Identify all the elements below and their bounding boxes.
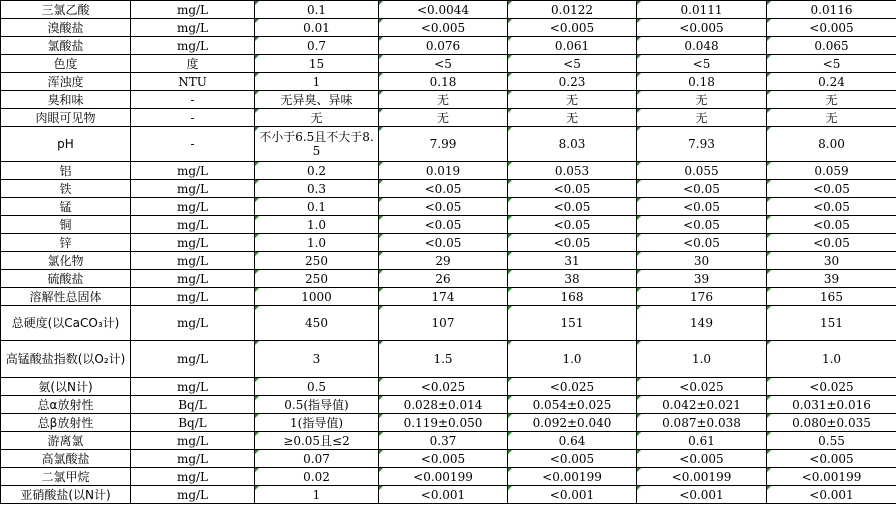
result-cell-v1[interactable]: 0.076 bbox=[379, 37, 508, 55]
result-cell-v3[interactable]: 39 bbox=[637, 270, 767, 288]
unit-cell[interactable]: mg/L bbox=[131, 341, 255, 378]
result-cell-v1[interactable]: <0.025 bbox=[379, 378, 508, 396]
parameter-name-cell[interactable]: 二氯甲烷 bbox=[1, 468, 131, 486]
table-body bbox=[1, 1, 896, 504]
result-cell-v2[interactable]: 0.092±0.040 bbox=[508, 414, 637, 432]
unit-cell[interactable]: Bq/L bbox=[131, 396, 255, 414]
parameter-name-cell[interactable]: 总β放射性 bbox=[1, 414, 131, 432]
result-cell-v2[interactable]: 0.0122 bbox=[508, 1, 637, 19]
limit-cell[interactable]: ≥0.05且≤2 bbox=[255, 432, 379, 450]
result-cell-v1[interactable]: <0.05 bbox=[379, 234, 508, 252]
table-row bbox=[1, 450, 896, 468]
result-cell-v1[interactable]: <0.005 bbox=[379, 19, 508, 37]
result-cell-v1[interactable]: 7.99 bbox=[379, 127, 508, 162]
result-cell-v2[interactable]: 0.061 bbox=[508, 37, 637, 55]
limit-cell[interactable]: 1 bbox=[255, 486, 379, 504]
unit-cell[interactable]: mg/L bbox=[131, 252, 255, 270]
table-row bbox=[1, 396, 896, 414]
limit-cell[interactable]: 0.07 bbox=[255, 450, 379, 468]
limit-cell[interactable]: 0.7 bbox=[255, 37, 379, 55]
table-row bbox=[1, 19, 896, 37]
result-cell-v3[interactable]: 30 bbox=[637, 252, 767, 270]
result-cell-v3[interactable]: 无 bbox=[637, 91, 767, 109]
table-row bbox=[1, 37, 896, 55]
result-cell-v2[interactable]: <5 bbox=[508, 55, 637, 73]
limit-cell[interactable]: 0.1 bbox=[255, 198, 379, 216]
parameter-name-cell[interactable]: 浑浊度 bbox=[1, 73, 131, 91]
unit-cell[interactable]: mg/L bbox=[131, 378, 255, 396]
result-cell-v4[interactable]: <0.00199 bbox=[767, 468, 896, 486]
result-cell-v1[interactable]: 0.019 bbox=[379, 162, 508, 180]
parameter-name-cell[interactable]: 氯酸盐 bbox=[1, 37, 131, 55]
result-cell-v2[interactable]: 1.0 bbox=[508, 341, 637, 378]
result-cell-v2[interactable]: 0.053 bbox=[508, 162, 637, 180]
parameter-name-cell[interactable]: 总硬度(以CaCO₃计) bbox=[1, 306, 131, 341]
limit-cell[interactable]: 450 bbox=[255, 306, 379, 341]
result-cell-v4[interactable]: 165 bbox=[767, 288, 896, 306]
result-cell-v2[interactable]: <0.005 bbox=[508, 19, 637, 37]
unit-cell[interactable]: mg/L bbox=[131, 486, 255, 504]
result-cell-v1[interactable]: <0.05 bbox=[379, 198, 508, 216]
result-cell-v1[interactable]: 0.18 bbox=[379, 73, 508, 91]
result-cell-v2[interactable]: 0.64 bbox=[508, 432, 637, 450]
result-cell-v3[interactable]: 0.0111 bbox=[637, 1, 767, 19]
result-cell-v2[interactable]: <0.05 bbox=[508, 180, 637, 198]
parameter-name-cell[interactable]: 亚硝酸盐(以N计) bbox=[1, 486, 131, 504]
result-cell-v3[interactable]: 无 bbox=[637, 109, 767, 127]
result-cell-v2[interactable]: <0.00199 bbox=[508, 468, 637, 486]
result-cell-v4[interactable]: <0.025 bbox=[767, 378, 896, 396]
result-cell-v4[interactable]: 0.0116 bbox=[767, 1, 896, 19]
unit-cell[interactable]: - bbox=[131, 91, 255, 109]
result-cell-v1[interactable]: 1.5 bbox=[379, 341, 508, 378]
table-row bbox=[1, 1, 896, 19]
result-cell-v3[interactable]: 0.042±0.021 bbox=[637, 396, 767, 414]
parameter-name-cell[interactable]: 肉眼可见物 bbox=[1, 109, 131, 127]
parameter-name-cell[interactable]: 臭和味 bbox=[1, 91, 131, 109]
limit-cell[interactable]: 1(指导值) bbox=[255, 414, 379, 432]
result-cell-v4[interactable]: 151 bbox=[767, 306, 896, 341]
result-cell-v4[interactable]: 8.00 bbox=[767, 127, 896, 162]
result-cell-v4[interactable]: <0.05 bbox=[767, 180, 896, 198]
limit-cell[interactable]: 无异臭、异味 bbox=[255, 91, 379, 109]
result-cell-v3[interactable]: 0.087±0.038 bbox=[637, 414, 767, 432]
result-cell-v3[interactable]: 0.048 bbox=[637, 37, 767, 55]
result-cell-v1[interactable]: 107 bbox=[379, 306, 508, 341]
result-cell-v4[interactable]: 0.080±0.035 bbox=[767, 414, 896, 432]
result-cell-v3[interactable]: <0.00199 bbox=[637, 468, 767, 486]
result-cell-v4[interactable]: <0.005 bbox=[767, 19, 896, 37]
limit-cell[interactable]: 0.1 bbox=[255, 1, 379, 19]
result-cell-v1[interactable]: 29 bbox=[379, 252, 508, 270]
result-cell-v1[interactable]: 0.37 bbox=[379, 432, 508, 450]
result-cell-v1[interactable]: <0.0044 bbox=[379, 1, 508, 19]
result-cell-v3[interactable]: <0.025 bbox=[637, 378, 767, 396]
parameter-name-cell[interactable]: 溶解性总固体 bbox=[1, 288, 131, 306]
result-cell-v1[interactable]: <0.005 bbox=[379, 450, 508, 468]
unit-cell[interactable]: Bq/L bbox=[131, 414, 255, 432]
result-cell-v2[interactable]: 168 bbox=[508, 288, 637, 306]
limit-cell[interactable]: 250 bbox=[255, 252, 379, 270]
unit-cell[interactable]: mg/L bbox=[131, 234, 255, 252]
result-cell-v4[interactable]: 0.031±0.016 bbox=[767, 396, 896, 414]
table-row bbox=[1, 198, 896, 216]
limit-cell[interactable]: 3 bbox=[255, 341, 379, 378]
limit-cell[interactable]: 不小于6.5且不大于8.5 bbox=[255, 127, 379, 162]
result-cell-v4[interactable]: 无 bbox=[767, 109, 896, 127]
result-cell-v1[interactable]: 174 bbox=[379, 288, 508, 306]
parameter-name-cell[interactable]: 氨(以N计) bbox=[1, 378, 131, 396]
parameter-name-cell[interactable]: 氯化物 bbox=[1, 252, 131, 270]
table-row bbox=[1, 109, 896, 127]
limit-cell[interactable]: 0.5 bbox=[255, 378, 379, 396]
parameter-name-cell[interactable]: 色度 bbox=[1, 55, 131, 73]
table-row bbox=[1, 432, 896, 450]
result-cell-v2[interactable]: 151 bbox=[508, 306, 637, 341]
table-row bbox=[1, 378, 896, 396]
result-cell-v3[interactable]: <0.001 bbox=[637, 486, 767, 504]
result-cell-v3[interactable]: <0.005 bbox=[637, 450, 767, 468]
unit-cell[interactable]: mg/L bbox=[131, 468, 255, 486]
unit-cell[interactable]: mg/L bbox=[131, 432, 255, 450]
result-cell-v4[interactable]: <0.05 bbox=[767, 198, 896, 216]
unit-cell[interactable]: mg/L bbox=[131, 37, 255, 55]
unit-cell[interactable]: mg/L bbox=[131, 162, 255, 180]
limit-cell[interactable]: 0.3 bbox=[255, 180, 379, 198]
parameter-name-cell[interactable]: 铜 bbox=[1, 216, 131, 234]
parameter-name-cell[interactable]: 锌 bbox=[1, 234, 131, 252]
result-cell-v2[interactable]: <0.025 bbox=[508, 378, 637, 396]
table-row bbox=[1, 486, 896, 504]
result-cell-v2[interactable]: 无 bbox=[508, 91, 637, 109]
parameter-name-cell[interactable]: pH bbox=[1, 127, 131, 162]
result-cell-v1[interactable]: <0.00199 bbox=[379, 468, 508, 486]
table-row bbox=[1, 288, 896, 306]
parameter-name-cell[interactable]: 高氯酸盐 bbox=[1, 450, 131, 468]
unit-cell[interactable]: mg/L bbox=[131, 1, 255, 19]
result-cell-v4[interactable]: <0.005 bbox=[767, 450, 896, 468]
result-cell-v3[interactable]: <5 bbox=[637, 55, 767, 73]
table-row bbox=[1, 127, 896, 162]
parameter-name-cell[interactable]: 溴酸盐 bbox=[1, 19, 131, 37]
table-row bbox=[1, 468, 896, 486]
result-cell-v2[interactable]: <0.005 bbox=[508, 450, 637, 468]
result-cell-v4[interactable]: 无 bbox=[767, 91, 896, 109]
table-row bbox=[1, 180, 896, 198]
unit-cell[interactable]: mg/L bbox=[131, 270, 255, 288]
limit-cell[interactable]: 0.5(指导值) bbox=[255, 396, 379, 414]
result-cell-v3[interactable]: <0.005 bbox=[637, 19, 767, 37]
parameter-name-cell[interactable]: 高锰酸盐指数(以O₂计) bbox=[1, 341, 131, 378]
result-cell-v1[interactable]: 0.028±0.014 bbox=[379, 396, 508, 414]
result-cell-v2[interactable]: 8.03 bbox=[508, 127, 637, 162]
parameter-name-cell[interactable]: 硫酸盐 bbox=[1, 270, 131, 288]
result-cell-v2[interactable]: <0.001 bbox=[508, 486, 637, 504]
unit-cell[interactable]: mg/L bbox=[131, 19, 255, 37]
limit-cell[interactable]: 1.0 bbox=[255, 234, 379, 252]
result-cell-v3[interactable]: 0.055 bbox=[637, 162, 767, 180]
parameter-name-cell[interactable]: 游离氯 bbox=[1, 432, 131, 450]
table-row bbox=[1, 341, 896, 378]
limit-cell[interactable]: 1.0 bbox=[255, 216, 379, 234]
unit-cell[interactable]: 度 bbox=[131, 55, 255, 73]
result-cell-v3[interactable]: 0.61 bbox=[637, 432, 767, 450]
table-row bbox=[1, 270, 896, 288]
unit-cell[interactable]: mg/L bbox=[131, 198, 255, 216]
table-row bbox=[1, 306, 896, 341]
result-cell-v4[interactable]: 1.0 bbox=[767, 341, 896, 378]
parameter-name-cell[interactable]: 总α放射性 bbox=[1, 396, 131, 414]
limit-cell[interactable]: 0.02 bbox=[255, 468, 379, 486]
result-cell-v3[interactable]: <0.05 bbox=[637, 216, 767, 234]
result-cell-v2[interactable]: <0.05 bbox=[508, 198, 637, 216]
result-cell-v1[interactable]: 无 bbox=[379, 91, 508, 109]
result-cell-v4[interactable]: 0.065 bbox=[767, 37, 896, 55]
parameter-name-cell[interactable]: 锰 bbox=[1, 198, 131, 216]
unit-cell[interactable]: mg/L bbox=[131, 216, 255, 234]
limit-cell[interactable]: 无 bbox=[255, 109, 379, 127]
result-cell-v1[interactable]: 0.119±0.050 bbox=[379, 414, 508, 432]
table-row bbox=[1, 252, 896, 270]
result-cell-v3[interactable]: 7.93 bbox=[637, 127, 767, 162]
unit-cell[interactable]: mg/L bbox=[131, 180, 255, 198]
result-cell-v1[interactable]: <0.05 bbox=[379, 216, 508, 234]
result-cell-v2[interactable]: 0.054±0.025 bbox=[508, 396, 637, 414]
result-cell-v1[interactable]: 26 bbox=[379, 270, 508, 288]
limit-cell[interactable]: 15 bbox=[255, 55, 379, 73]
result-cell-v2[interactable]: 无 bbox=[508, 109, 637, 127]
result-cell-v2[interactable]: <0.05 bbox=[508, 216, 637, 234]
result-cell-v3[interactable]: 1.0 bbox=[637, 341, 767, 378]
limit-cell[interactable]: 250 bbox=[255, 270, 379, 288]
limit-cell[interactable]: 0.01 bbox=[255, 19, 379, 37]
result-cell-v3[interactable]: <0.05 bbox=[637, 234, 767, 252]
parameter-name-cell[interactable]: 三氯乙酸 bbox=[1, 1, 131, 19]
result-cell-v4[interactable]: <0.001 bbox=[767, 486, 896, 504]
result-cell-v3[interactable]: <0.05 bbox=[637, 180, 767, 198]
result-cell-v1[interactable]: 无 bbox=[379, 109, 508, 127]
table-row bbox=[1, 91, 896, 109]
result-cell-v3[interactable]: 0.18 bbox=[637, 73, 767, 91]
table-row bbox=[1, 234, 896, 252]
limit-cell[interactable]: 0.2 bbox=[255, 162, 379, 180]
result-cell-v2[interactable]: 38 bbox=[508, 270, 637, 288]
unit-cell[interactable]: mg/L bbox=[131, 288, 255, 306]
result-cell-v4[interactable]: 0.55 bbox=[767, 432, 896, 450]
result-cell-v4[interactable]: 30 bbox=[767, 252, 896, 270]
unit-cell[interactable]: NTU bbox=[131, 73, 255, 91]
result-cell-v1[interactable]: <0.05 bbox=[379, 180, 508, 198]
limit-cell[interactable]: 1000 bbox=[255, 288, 379, 306]
result-cell-v3[interactable]: 149 bbox=[637, 306, 767, 341]
limit-cell[interactable]: 1 bbox=[255, 73, 379, 91]
result-cell-v4[interactable]: 0.059 bbox=[767, 162, 896, 180]
result-cell-v2[interactable]: 31 bbox=[508, 252, 637, 270]
table-row bbox=[1, 216, 896, 234]
result-cell-v1[interactable]: <5 bbox=[379, 55, 508, 73]
table-row bbox=[1, 414, 896, 432]
result-cell-v4[interactable]: <5 bbox=[767, 55, 896, 73]
parameter-name-cell[interactable]: 铝 bbox=[1, 162, 131, 180]
unit-cell[interactable]: mg/L bbox=[131, 450, 255, 468]
unit-cell[interactable]: - bbox=[131, 127, 255, 162]
parameter-name-cell[interactable]: 铁 bbox=[1, 180, 131, 198]
result-cell-v2[interactable]: <0.05 bbox=[508, 234, 637, 252]
result-cell-v2[interactable]: 0.23 bbox=[508, 73, 637, 91]
result-cell-v1[interactable]: <0.001 bbox=[379, 486, 508, 504]
result-cell-v4[interactable]: <0.05 bbox=[767, 234, 896, 252]
table-row bbox=[1, 162, 896, 180]
unit-cell[interactable]: - bbox=[131, 109, 255, 127]
result-cell-v3[interactable]: <0.05 bbox=[637, 198, 767, 216]
unit-cell[interactable]: mg/L bbox=[131, 306, 255, 341]
result-cell-v4[interactable]: <0.05 bbox=[767, 216, 896, 234]
table-row bbox=[1, 73, 896, 91]
result-cell-v4[interactable]: 39 bbox=[767, 270, 896, 288]
result-cell-v3[interactable]: 176 bbox=[637, 288, 767, 306]
table-row bbox=[1, 55, 896, 73]
result-cell-v4[interactable]: 0.24 bbox=[767, 73, 896, 91]
